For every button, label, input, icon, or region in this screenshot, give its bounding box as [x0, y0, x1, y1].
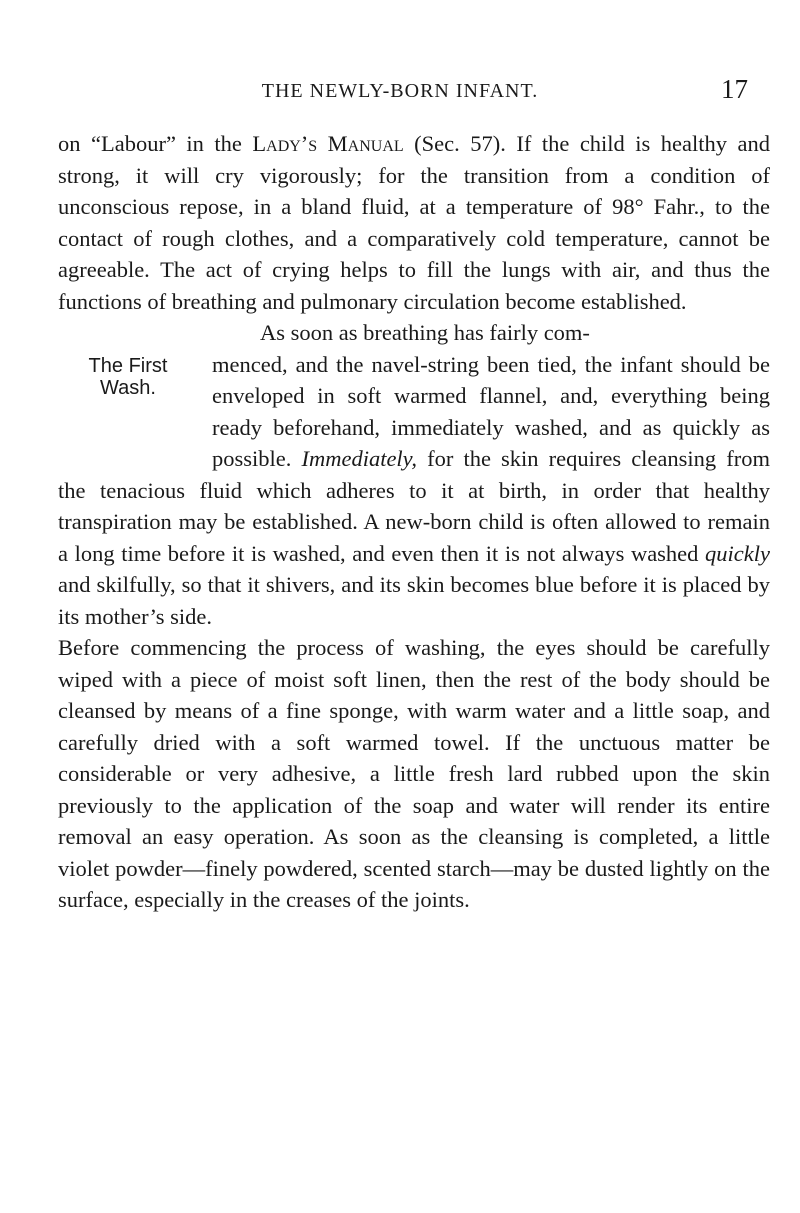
paragraph-2-text-a: menced, and the navel-string been tied, the infant should be enveloped in soft warmed flannel, and, everything being ready beforehand, immediately washed, and as quickly as possible. [212, 351, 770, 471]
paragraph-1-text-a: on “Labour” in the [58, 131, 253, 156]
paragraph-3: Before commencing the process of washing, the eyes should be carefully wiped with a piece of moist soft linen, then the rest of the body should be cleansed by means of a fine sponge, with warm water and a little soap, and carefully dried with a soft warmed towel. If the unctuous matter be considerable or very adhesive, a little fresh lard rubbed upon the skin previously to the application of the soap and water will render its entire removal an easy operation. As soon as the cleansing is completed, a little violet powder—finely powdered, scented starch—may be dusted lightly on the surface, especially in the creases of the joints. [58, 635, 770, 912]
body-text [58, 128, 770, 916]
running-title: THE NEWLY-BORN INFANT. [261, 80, 539, 102]
lady-manual-reference: Lady’s Manual [252, 131, 404, 156]
sidenote-line-1: The First [88, 354, 168, 377]
emphasis-immediately: Immediately, [301, 446, 418, 471]
paragraph-2-text-b: for the skin requires cleansing from the tenacious fluid which adheres to it at birth, in order that healthy transpiration may be established. A new-born child is often allowed to remain a long time before it is washed, and even then it is not always washed [58, 446, 770, 566]
emphasis-quickly: quickly [705, 540, 770, 566]
sidenote-line-2: Wash. [100, 376, 156, 399]
paragraph-2 [58, 317, 770, 632]
paragraph-2-text-c: and skilfully, so that it shivers, and its skin becomes blue before it is placed by its mother’s side. [58, 572, 770, 629]
sidenote-first-wash [58, 355, 198, 445]
paragraph-1 [58, 128, 770, 317]
page-number: 17 [721, 74, 748, 104]
paragraph-2-lead: As soon as breathing has fairly com- [260, 320, 590, 345]
paragraph-1-text-b: (Sec. 57). If the child is healthy and strong, it will cry vigorously; for the transition from a condition of unconscious repose, in a bland fluid, at a temperature of 98° Fahr., to the contact of rough clothes, and a comparatively cold temperature, cannot be agreeable. The act of crying helps to fill the lungs with air, and thus the functions of breathing and pulmonary circulation become established. [58, 131, 770, 314]
running-head [40, 74, 760, 104]
